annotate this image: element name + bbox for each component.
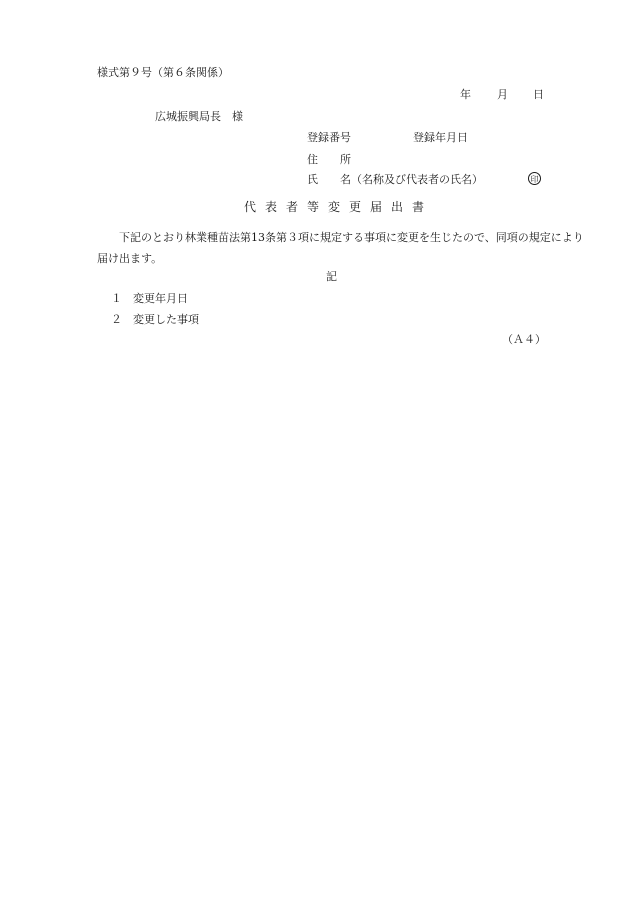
registration-date-label: 登録年月日 (413, 131, 468, 144)
paper-size-note: （Ａ４） (502, 333, 546, 346)
name-label: 氏 名（名称及び代表者の氏名） (307, 173, 483, 186)
address-label: 住 所 (307, 153, 351, 166)
item-label: 変更年月日 (133, 292, 188, 305)
addressee: 広城振興局長 様 (155, 110, 243, 123)
item-number: １ (111, 292, 122, 305)
body-text: 下記のとおり林業種苗法第13条第３項に規定する事項に変更を生じたので、同項の規定により届け出ます。 (97, 231, 584, 265)
registration-number-label: 登録番号 (307, 131, 351, 144)
form-number: 様式第９号（第６条関係） (97, 66, 229, 79)
ki-heading: 記 (326, 270, 337, 283)
item-label: 変更した事項 (133, 313, 199, 326)
date-month-label: 月 (497, 88, 508, 101)
date-year-label: 年 (460, 88, 471, 101)
seal-mark: 印 (528, 172, 541, 185)
item-number: ２ (111, 313, 122, 326)
document-title: 代表者等変更届出書 (244, 200, 434, 214)
date-day-label: 日 (533, 88, 544, 101)
